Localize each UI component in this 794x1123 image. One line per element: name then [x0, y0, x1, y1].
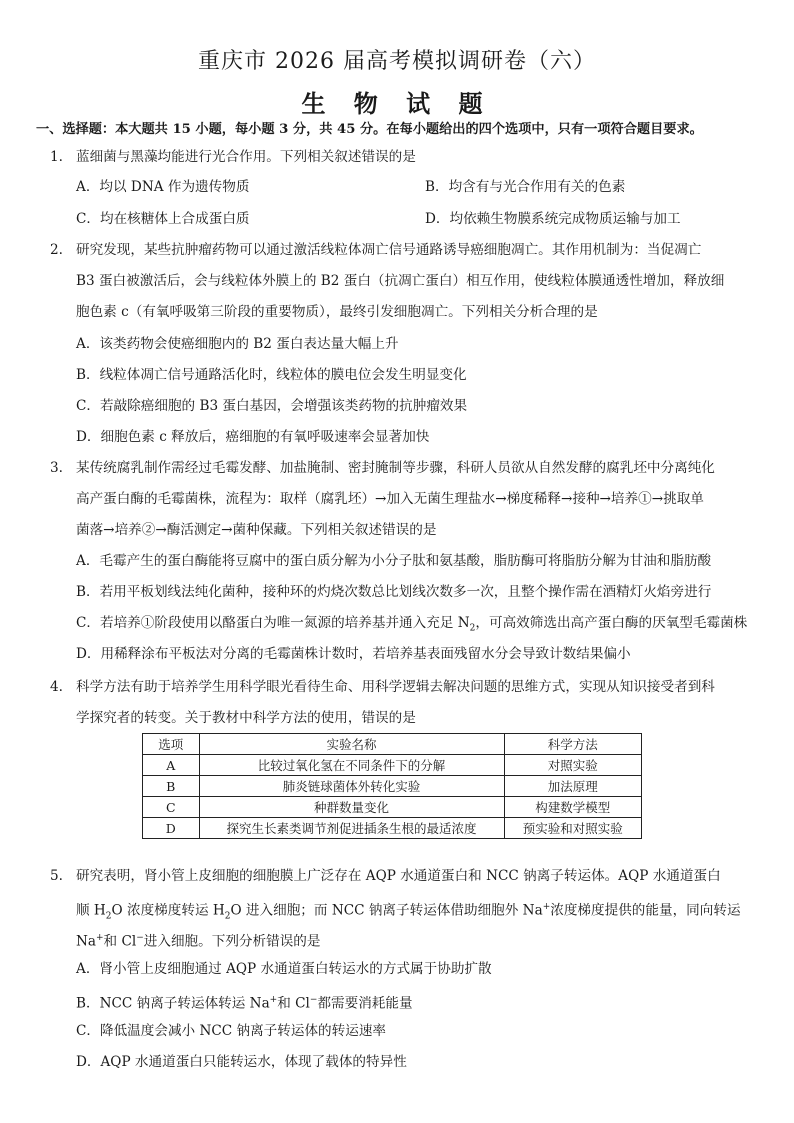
table-row	[143, 818, 642, 839]
table-cell: 探究生长素类调节剂促进插条生根的最适浓度	[199, 818, 504, 839]
table-header: 选项	[143, 734, 200, 755]
table-cell: 对照实验	[504, 755, 641, 776]
option-c: C．降低温度会减小 NCC 钠离子转运体的转运速率	[76, 1023, 387, 1039]
question-number: 4.	[50, 679, 63, 695]
table-cell: 预实验和对照实验	[504, 818, 641, 839]
question-stem-line-1: 科学方法有助于培养学生用科学眼光看待生命、用科学逻辑去解决问题的思维方式，实现从知识接受者到科	[76, 679, 715, 695]
table-header-row	[143, 734, 642, 755]
question-stem: 蓝细菌与黑藻均能进行光合作用。下列相关叙述错误的是	[76, 149, 416, 165]
table-header: 实验名称	[199, 734, 504, 755]
subject-title: 生 物 试 题	[301, 89, 493, 118]
question-stem-line-3: Na+和 Cl−进入细胞。下列分析错误的是	[76, 933, 321, 950]
option-a: A．毛霉产生的蛋白酶能将豆腐中的蛋白质分解为小分子肽和氨基酸，脂肪酶可将脂肪分解为甘油和脂肪酸	[76, 553, 712, 569]
table-cell: 肺炎链球菌体外转化实验	[199, 776, 504, 797]
table-cell: B	[143, 776, 200, 797]
option-b: B．线粒体凋亡信号通路活化时，线粒体的膜电位会发生明显变化	[76, 367, 467, 383]
option-c: C．若培养①阶段使用以酪蛋白为唯一氮源的培养基并通入充足 $N_2$，可高效筛选出高产蛋白酶的厌氧型毛霉菌株	[76, 615, 748, 634]
option-b: B．均含有与光合作用有关的色素	[425, 179, 626, 195]
option-a: A．均以 DNA 作为遗传物质	[76, 179, 250, 195]
question-number: 1.	[50, 149, 63, 165]
table-cell: 加法原理	[504, 776, 641, 797]
question-stem-line-2: 学探究者的转变。关于教材中科学方法的使用，错误的是	[76, 710, 416, 726]
question-stem-line-3: 胞色素 c（有氧呼吸第三阶段的重要物质），最终引发细胞凋亡。下列相关分析合理的是	[76, 304, 598, 320]
question-stem-line-2: B3 蛋白被激活后，会与线粒体外膜上的 B2 蛋白（抗凋亡蛋白）相互作用，使线粒体膜通透性增加，释放细	[76, 273, 725, 289]
table-cell: C	[143, 797, 200, 818]
question-number: 2.	[50, 242, 63, 258]
option-d: D．均依赖生物膜系统完成物质运输与加工	[425, 211, 681, 227]
methods-table	[142, 733, 642, 839]
option-b: B．NCC 钠离子转运体转运 Na+和 Cl−都需要消耗能量	[76, 995, 413, 1012]
table-cell: 构建数学模型	[504, 797, 641, 818]
option-a: A．该类药物会使癌细胞内的 B2 蛋白表达量大幅上升	[76, 336, 399, 352]
table-cell: 比较过氧化氢在不同条件下的分解	[199, 755, 504, 776]
question-stem-line-3: 菌落→培养②→酶活测定→菌种保藏。下列相关叙述错误的是	[76, 522, 437, 538]
question-stem-line-1: 某传统腐乳制作需经过毛霉发酵、加盐腌制、密封腌制等步骤，科研人员欲从自然发酵的腐乳坯中分离纯化	[76, 460, 715, 476]
option-d: D．AQP 水通道蛋白只能转运水，体现了载体的特异性	[76, 1054, 407, 1070]
table-cell: D	[143, 818, 200, 839]
option-c: C．均在核糖体上合成蛋白质	[76, 211, 250, 227]
option-d: D．细胞色素 c 释放后，癌细胞的有氧呼吸速率会显著加快	[76, 429, 430, 445]
question-stem-line-2: 顺 $H_2O$ 浓度梯度转运 $H_2O$ 进入细胞；而 NCC 钠离子转运体借助细胞外 Na+浓度梯度提供的能量，同向转运	[76, 902, 741, 922]
question-stem-line-2: 高产蛋白酶的毛霉菌株，流程为：取样（腐乳坯）→加入无菌生理盐水→梯度稀释→接种→培养①→挑取单	[76, 491, 704, 507]
option-b: B．若用平板划线法纯化菌种，接种环的灼烧次数总比划线次数多一次，且整个操作需在酒精灯火焰旁进行	[76, 584, 712, 600]
question-number: 5.	[50, 868, 63, 884]
section-heading: 一、选择题：本大题共 15 小题，每小题 3 分，共 45 分。在每小题给出的四个选项中，只有一项符合题目要求。	[36, 122, 703, 137]
table-cell: A	[143, 755, 200, 776]
question-number: 3.	[50, 460, 63, 476]
option-d: D．用稀释涂布平板法对分离的毛霉菌株计数时，若培养基表面残留水分会导致计数结果偏小	[76, 646, 631, 662]
exam-title: 重庆市 2026 届高考模拟调研卷（六）	[198, 49, 596, 74]
table-cell: 种群数量变化	[199, 797, 504, 818]
table-row	[143, 776, 642, 797]
table-row	[143, 755, 642, 776]
option-a: A．肾小管上皮细胞通过 AQP 水通道蛋白转运水的方式属于协助扩散	[76, 961, 492, 977]
question-stem-line-1: 研究发现，某些抗肿瘤药物可以通过激活线粒体凋亡信号通路诱导癌细胞凋亡。其作用机制为：当促凋亡	[76, 242, 702, 258]
table-header: 科学方法	[504, 734, 641, 755]
question-stem-line-1: 研究表明，肾小管上皮细胞的细胞膜上广泛存在 AQP 水通道蛋白和 NCC 钠离子转运体。AQP 水通道蛋白	[76, 868, 721, 884]
table-row	[143, 797, 642, 818]
option-c: C．若敲除癌细胞的 B3 蛋白基因，会增强该类药物的抗肿瘤效果	[76, 398, 468, 414]
